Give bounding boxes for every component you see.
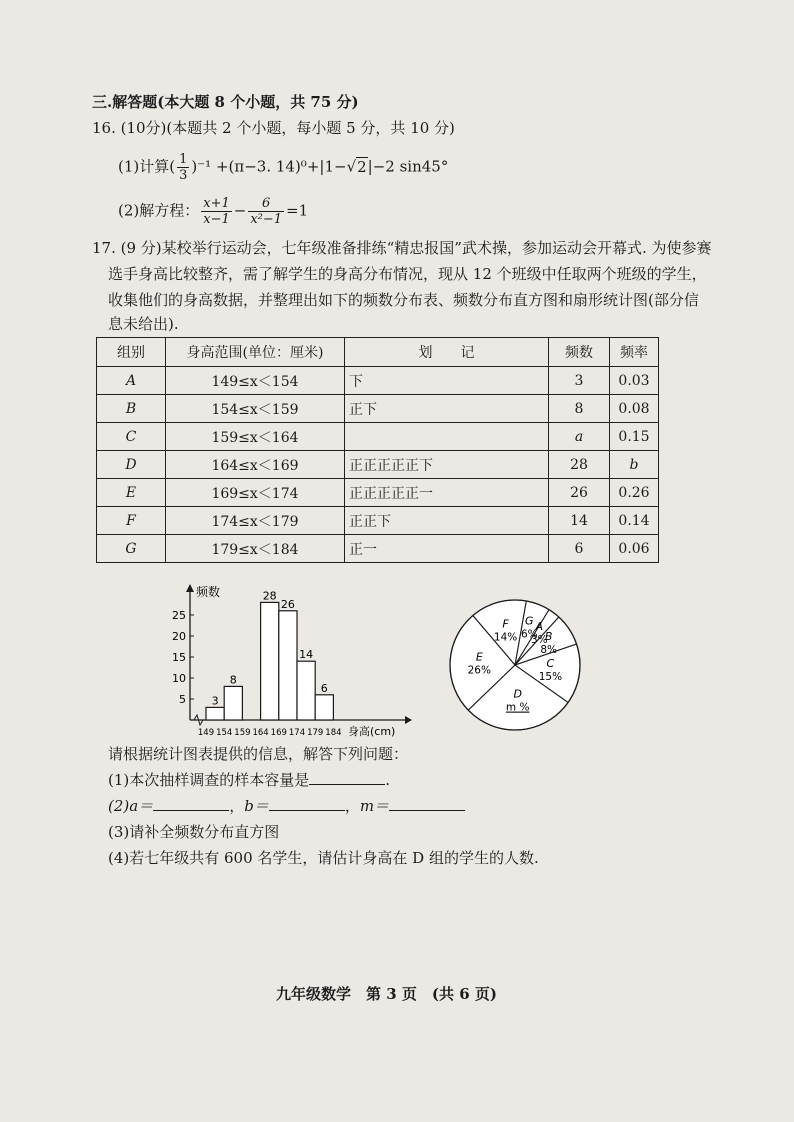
table-cell: a [549, 423, 610, 451]
table-cell: 154≤x＜159 [166, 395, 345, 423]
q16-p1-prefix: (1)计算( [118, 157, 176, 176]
answer-blank-a[interactable] [153, 810, 229, 811]
answer-blank-b[interactable] [269, 810, 345, 811]
q17-sub2-m: m＝ [359, 797, 390, 815]
table-header: 划 记 [345, 338, 549, 367]
q16-p1-fraction [177, 152, 189, 183]
pie-slice-label: E [475, 650, 483, 664]
frequency-histogram [160, 578, 420, 738]
table-cell: 0.03 [610, 367, 659, 395]
table-cell [345, 423, 549, 451]
table-cell: G [97, 535, 166, 563]
q17-line2: 选手身高比较整齐，需了解学生的身高分布情况，现从 12 个班级中任取两个班级的学生， [108, 265, 707, 283]
q17-line3: 收集他们的身高数据，并整理出如下的频数分布表、频数分布直方图和扇形统计图(部分信 [108, 291, 699, 309]
page-footer: 九年级数学 第 3 页 (共 6 页) [276, 985, 497, 1003]
x-axis-label: 身高(cm) [348, 725, 396, 738]
q16-p2-minus: − [233, 201, 247, 220]
x-tick-label: 184 [325, 728, 342, 738]
pie-slice-label: A [535, 619, 544, 633]
table-cell: 正正下 [345, 507, 549, 535]
q16-p1-exp: )⁻¹ +(π−3. 14)⁰+|1− [191, 157, 347, 176]
table-row [97, 367, 659, 395]
q17-prompt: 请根据统计图表提供的信息，解答下列问题： [108, 745, 409, 763]
table-cell: 159≤x＜164 [166, 423, 345, 451]
bar-value-label: 3 [211, 694, 219, 708]
table-cell: 3 [549, 367, 610, 395]
bar-value-label: 14 [299, 648, 314, 662]
x-tick-label: 154 [216, 728, 233, 738]
x-axis-arrow [405, 716, 412, 724]
histogram-bar [261, 602, 279, 720]
table-cell: 0.06 [610, 535, 659, 563]
table-cell: 174≤x＜179 [166, 507, 345, 535]
table-cell: 28 [549, 451, 610, 479]
x-tick-label: 174 [288, 728, 306, 738]
table-cell: b [610, 451, 659, 479]
histogram-bar [206, 707, 224, 720]
frac-denominator: x²−1 [250, 212, 283, 227]
q17-sub2-b: b＝ [244, 797, 269, 815]
answer-blank[interactable] [309, 784, 385, 785]
q16-part1 [118, 152, 449, 183]
table-cell: 正正正正正下 [345, 451, 549, 479]
frac-numerator: 6 [248, 196, 284, 212]
histogram-bar [279, 611, 297, 720]
bar-value-label: 8 [229, 673, 237, 687]
pie-slice-percent: 15% [538, 671, 563, 684]
table-cell: 0.26 [610, 479, 659, 507]
table-cell: 8 [549, 395, 610, 423]
table-cell: 正下 [345, 395, 549, 423]
table-cell: 169≤x＜174 [166, 479, 345, 507]
table-cell: F [97, 507, 166, 535]
frac-numerator: x+1 [203, 196, 230, 211]
table-row [97, 507, 659, 535]
table-row [97, 395, 659, 423]
table-cell: B [97, 395, 166, 423]
table-header: 组别 [97, 338, 166, 367]
q17-sub1-text: (1)本次抽样调查的样本容量是 [108, 771, 310, 789]
q16-header: 16. (10分)(本题共 2 个小题，每小题 5 分，共 10 分) [92, 119, 455, 137]
q17-sub1: (1)本次抽样调查的样本容量是 . [108, 771, 391, 789]
q16-p2-fraction2 [248, 196, 284, 227]
table-cell: 149≤x＜154 [166, 367, 345, 395]
pie-slice-label: D [513, 687, 522, 701]
table-row [97, 423, 659, 451]
x-tick-label: 159 [234, 728, 251, 738]
table-cell: 6 [549, 535, 610, 563]
y-tick-label: 15 [172, 651, 186, 664]
q17-sub4: (4)若七年级共有 600 名学生，请估计身高在 D 组的学生的人数. [108, 849, 539, 867]
table-cell: 正正正正正一 [345, 479, 549, 507]
pie-slice-percent: 3% [530, 633, 548, 646]
table-cell: 0.08 [610, 395, 659, 423]
table-cell: C [97, 423, 166, 451]
pie-slice-label: C [546, 657, 555, 671]
y-axis-arrow [186, 584, 194, 592]
histogram-bar [297, 661, 315, 720]
histogram-bar [315, 695, 333, 720]
answer-blank-m[interactable] [389, 810, 465, 811]
frequency-table [96, 337, 659, 563]
table-row [97, 479, 659, 507]
pie-slice-label: G [525, 614, 534, 628]
bar-value-label: 26 [280, 597, 295, 611]
table-cell: 164≤x＜169 [166, 451, 345, 479]
q16-p1-sqrt: 2 [357, 157, 367, 176]
table-row [97, 535, 659, 563]
q16-p1-tail: |−2 sin45° [367, 157, 449, 176]
table-header: 频数 [549, 338, 610, 367]
x-tick-label: 149 [197, 728, 215, 738]
pie-slice-percent: 6% [520, 628, 538, 641]
pie-slice-label: F [502, 617, 509, 631]
section-title: 三.解答题(本大题 8 个小题，共 75 分) [92, 93, 359, 111]
table-cell: 179≤x＜184 [166, 535, 345, 563]
q16-p2-tail: =1 [286, 201, 309, 220]
bar-value-label: 28 [262, 589, 277, 603]
bar-value-label: 6 [320, 681, 328, 695]
y-tick-label: 10 [172, 672, 186, 685]
table-cell: D [97, 451, 166, 479]
table-cell: A [97, 367, 166, 395]
x-tick-label: 169 [270, 728, 287, 738]
table-header: 频率 [610, 338, 659, 367]
frac-denominator: x−1 [203, 212, 230, 227]
frac-denominator: 3 [179, 168, 188, 183]
q16-p2-prefix: (2)解方程： [118, 201, 200, 220]
sector-chart [440, 595, 600, 735]
x-tick-label: 179 [307, 728, 324, 738]
y-axis-label: 频数 [196, 585, 221, 599]
table-cell: 正一 [345, 535, 549, 563]
pie-slice-label: B [544, 629, 553, 643]
table-cell: 0.15 [610, 423, 659, 451]
y-tick-label: 25 [172, 609, 186, 622]
table-row [97, 451, 659, 479]
histogram-bar [224, 686, 242, 720]
table-header-row [97, 338, 659, 367]
table-cell: E [97, 479, 166, 507]
q17-line4: 息未给出). [108, 315, 179, 333]
x-tick-label: 164 [252, 728, 269, 738]
table-cell: 下 [345, 367, 549, 395]
q17-sub2: (2)a＝ ，b＝ ，m＝ [108, 796, 465, 816]
q17-sub3: (3)请补全频数分布直方图 [108, 823, 280, 841]
table-cell: 14 [549, 507, 610, 535]
pie-slice-percent: 8% [540, 643, 558, 656]
q16-part2 [118, 196, 309, 227]
pie-slice-percent: m % [505, 701, 530, 714]
pie-slice-percent: 26% [467, 664, 491, 677]
table-header: 身高范围(单位：厘米) [166, 338, 345, 367]
y-tick-label: 5 [179, 693, 186, 706]
table-cell: 26 [549, 479, 610, 507]
pie-slice-percent: 14% [493, 631, 518, 644]
sqrt-sign: √ [346, 157, 357, 176]
frac-numerator: 1 [179, 152, 188, 167]
table-cell: 0.14 [610, 507, 659, 535]
y-tick-label: 20 [172, 630, 186, 643]
q17-line1: 17. (9 分)某校举行运动会，七年级准备排练“精忠报国”武术操，参加运动会开幕式. 为使参赛 [92, 239, 712, 257]
q16-p2-fraction1 [201, 196, 232, 227]
q17-sub2-a: (2)a＝ [108, 797, 154, 815]
